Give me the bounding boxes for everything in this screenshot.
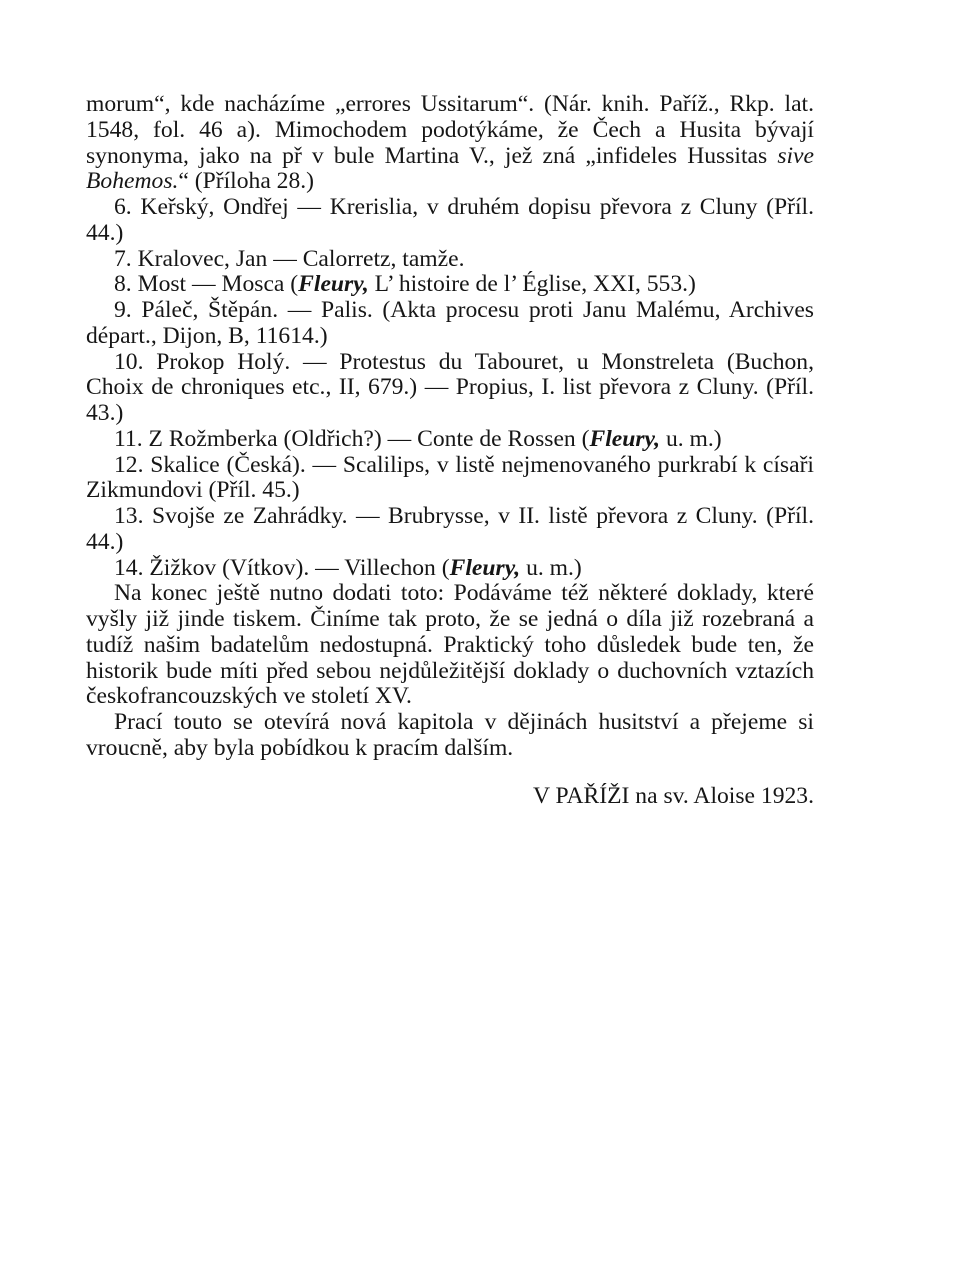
list-item xyxy=(86,298,814,350)
text-segment: 7. Kralovec, Jan — Calorretz, tamže. xyxy=(114,245,465,272)
text-segment: morum“, kde nacházíme „errores Ussitarum“. (Nár. knih. Paříž., Rkp. lat. 1548, fol. 46 a). Mimochodem podotýkáme, že Čech a Husita bývají synonyma, jako na př v bule Martina V., jež zná „infideles Hussitas xyxy=(86,91,814,169)
text-segment: 10. Prokop Holý. — Protestus du Tabouret, u Monstreleta (Buchon, Choix de chroniques etc., II, 679.) — Propius, I. list převora z Cluny. (Příl. 43.) xyxy=(86,348,814,426)
closing-paragraph xyxy=(86,581,814,710)
list-item xyxy=(86,453,814,505)
text-segment: “ (Příloha 28.) xyxy=(178,168,315,195)
text-segment: Na konec ještě nutno dodati toto: Podáváme též některé doklady, které vyšly již jinde tiskem. Činíme tak proto, že se jedná o díla již rozebraná a tudíž našim badatelům nedostupná. Praktický toho důsledek bude ten, že historik bude míti před sebou nejdůležitější doklady o duchovních vztazích českofrancouzských ve století XV. xyxy=(86,580,814,710)
author-citation: Fleury, xyxy=(298,271,369,298)
document-page xyxy=(86,92,814,809)
intro-paragraph xyxy=(86,92,814,195)
list-item xyxy=(86,556,814,582)
list-item xyxy=(86,427,814,453)
list-item xyxy=(86,195,814,247)
text-segment: u. m.) xyxy=(520,554,582,581)
text-segment: 13. Svojše ze Zahrádky. — Brubrysse, v II. listě převora z Cluny. (Příl. 44.) xyxy=(86,503,814,555)
list-item xyxy=(86,504,814,556)
text-segment: 9. Páleč, Štěpán. — Palis. (Akta procesu proti Janu Malému, Archives départ., Dijon, B, 11614.) xyxy=(86,297,814,349)
text-segment: 12. Skalice (Česká). — Scalilips, v listě nejmenovaného purkrabí k císaři Zikmundovi (Příl. 45.) xyxy=(86,451,814,504)
list-item xyxy=(86,247,814,273)
closing-paragraph xyxy=(86,710,814,762)
text-segment: 14. Žižkov (Vítkov). — Villechon ( xyxy=(114,554,450,581)
text-segment: Prací touto se otevírá nová kapitola v dějinách husitství a přejeme si vroucně, aby byla pobídkou k pracím dalším. xyxy=(86,709,814,761)
list-item xyxy=(86,350,814,427)
italic-segment: sive Bohemos. xyxy=(86,142,814,195)
text-segment: 11. Z Rožmberka (Oldřich?) — Conte de Rossen ( xyxy=(114,425,590,452)
text-segment: L’ histoire de l’ Église, XXI, 553.) xyxy=(368,271,696,298)
text-segment: u. m.) xyxy=(660,425,722,452)
author-citation: Fleury, xyxy=(589,425,661,452)
list-item xyxy=(86,272,814,298)
signature-line: V PAŘÍŽI na sv. Aloise 1923. xyxy=(533,782,814,809)
text-segment: 8. Most — Mosca ( xyxy=(114,271,299,298)
text-segment: 6. Keřský, Ondřej — Krerislia, v druhém dopisu převora z Cluny (Příl. 44.) xyxy=(86,194,814,246)
author-citation: Fleury, xyxy=(449,554,521,581)
